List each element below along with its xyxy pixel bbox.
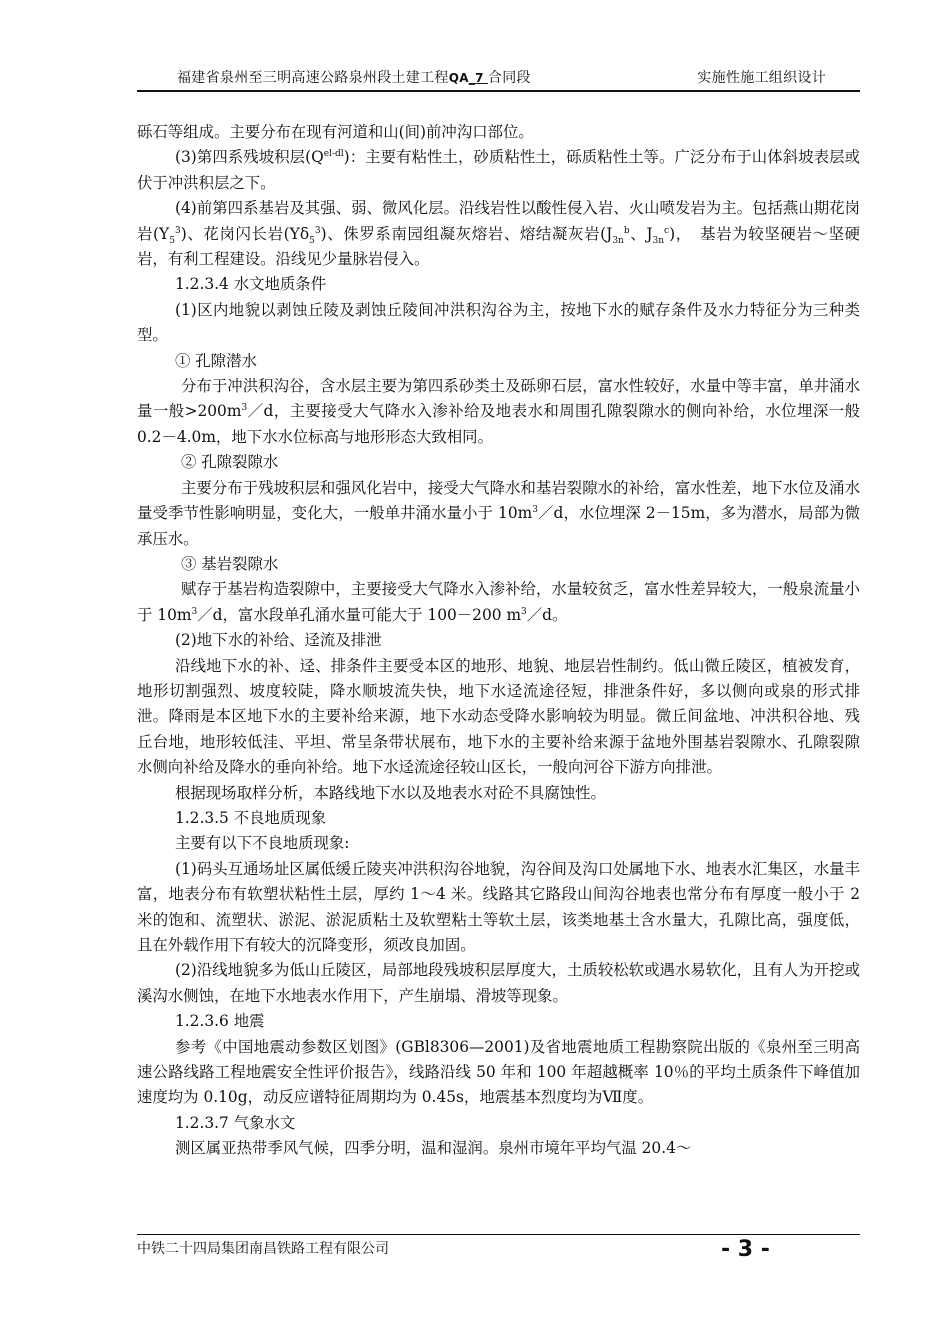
subsection-label: ③ 基岩裂隙水: [181, 554, 279, 573]
text-run: )， 基岩为较坚硬岩～坚硬岩，有利工程建设。沿线见少量脉岩侵入。: [137, 224, 861, 269]
paragraph: 砾石等组成。主要分布在现有河道和山(间)前冲沟口部位。: [137, 123, 534, 141]
paragraph: [137, 196, 860, 272]
page-header: [137, 68, 860, 92]
superscript: 3: [241, 403, 248, 414]
paragraph: [137, 476, 860, 552]
paragraph: 沿线地下水的补、迳、排条件主要受本区的地形、地貌、地层岩性制约。低山微丘陵区，植被发育，地形切割强烈、坡度较陡，降水顺坡流失快，地下水迳流途径短，排泄条件好，多以侧向或泉的形式排泄。降雨是本区地下水的主要补给来源，地下水动态受降水影响较为明显。微丘间盆地、冲洪积谷地、残丘台地，地形较低洼、平坦、常呈条带状展布，地下水的主要补给来源于盆地外围基岩裂隙水、孔隙裂隙水侧向补给及降水的垂向补给。地下水迳流途径较山区长，一般向河谷下游方向排泄。: [137, 656, 860, 777]
paragraph: [137, 374, 860, 450]
text-run: 赋存于基岩构造裂隙中，主要接受大气降水入渗补给，水量较贫乏，富水性差异较大，一般泉流量小于 10m: [137, 580, 860, 624]
text-run: (4)前第四系基岩及其强、弱、微风化层。沿线岩性以酸性侵入岩、火山喷发岩为主。包括燕山期花岗岩(Y: [137, 199, 860, 243]
subsection-label: ② 孔隙裂隙水: [181, 453, 279, 472]
text-run: 分布于冲洪积沟谷，含水层主要为第四系砂类土及砾卵石层，富水性较好，水量中等丰富，单井涌水量一般>200m: [137, 377, 860, 421]
paragraph: 参考《中国地震动参数区划图》(GBl8306—2001)及省地震地质工程勘察院出版的《泉州至三明高速公路线路工程地震安全性评价报告》，线路沿线 50 年和 100 年超越概率 10％的平均土质条件下峰值加速度均为 0.10g，动反应谱特征周期均为 0.45s，地震基本烈度均为Ⅶ度。: [137, 1037, 860, 1107]
paragraph: 根据现场取样分析，本路线地下水以及地表水对砼不具腐蚀性。: [175, 783, 606, 802]
paragraph: 主要有以下不良地质现象:: [175, 834, 350, 853]
page-number: - 3 -: [721, 1237, 770, 1262]
superscript: 3: [191, 606, 198, 617]
text-run: ／d，水位埋深 2－15m，多为潜水，局部为微承压水。: [137, 504, 860, 548]
subscript: 5: [309, 235, 315, 246]
superscript: 3: [521, 606, 527, 617]
paragraph: [137, 145, 860, 196]
section-heading: 1.2.3.6 地震: [175, 1012, 265, 1031]
text-run: (3)第四系残坡积层(Q: [175, 148, 324, 167]
header-title-text: 福建省泉州至三明高速公路泉州段土建工程: [177, 70, 449, 86]
paragraph: (1)区内地貌以剥蚀丘陵及剥蚀丘陵间冲洪积沟谷为主，按地下水的赋存条件及水力特征分为三种类型。: [137, 300, 860, 345]
superscript: b: [623, 225, 630, 236]
superscript: el-dl: [323, 149, 344, 160]
paragraph: (1)码头互通场址区属低缓丘陵夹冲洪积沟谷地貌，沟谷间及沟口处属地下水、地表水汇集区，水量丰富，地表分布有软塑状粘性土层，厚约 1～4 米。线路其它路段山间沟谷地表也常分布有厚度一般小于 2 米的饱和、流塑状、淤泥、淤泥质粘土及软塑粘土等软土层，该类地基土含水量大，孔隙比高，强度低，且在外载作用下有较大的沉降变形，须改良加固。: [137, 859, 860, 954]
text-run: ／d，主要接受大气降水入渗补给及地表水和周围孔隙裂隙水的侧向补给，水位埋深一般 0.2－4.0m，地下水水位标高与地形形态大致相同。: [137, 402, 860, 446]
section-heading: 1.2.3.4 水文地质条件: [175, 275, 327, 294]
paragraph: (2)沿线地貌多为低山丘陵区，局部地段残坡积层厚度大，土质较松软或遇水易软化，且有人为开挖或溪沟水侧蚀，在地下水地表水作用下，产生崩塌、滑坡等现象。: [137, 961, 860, 1005]
text-run: 主要分布于残坡积层和强风化岩中，接受大气降水和基岩裂隙水的补给，富水性差，地下水位及涌水量受季节性影响明显，变化大，一般单井涌水量小于 10m: [137, 478, 860, 523]
text-run: ／d。: [526, 605, 568, 624]
footer-company: 中铁二十四局集团南昌铁路工程有限公司: [137, 1241, 389, 1257]
text-run: )：主要有粘性土，砂质粘性土，砾质粘性土等。广泛分布于山体斜坡表层或伏于冲洪积层之下。: [137, 148, 860, 192]
text-run: ／d，富水段单孔涌水量可能大于 100－200 m: [197, 605, 522, 624]
header-doc-type: 实施性施工组织设计: [697, 70, 826, 86]
header-contract-code: QA: [448, 71, 469, 85]
paragraph: [137, 577, 860, 628]
header-project-title: [177, 68, 531, 88]
page-footer: [137, 1234, 860, 1263]
subscript: 5: [169, 235, 175, 246]
header-contract-suffix: 合同段: [487, 70, 531, 86]
document-body: [137, 120, 860, 1162]
paragraph: 测区属亚热带季风气候，四季分明，温和湿润。泉州市境年平均气温 20.4～: [175, 1139, 692, 1158]
text-run: )、花岗闪长岩(Yδ: [180, 224, 310, 243]
text-run: )、侏罗系南园组凝灰熔岩、熔结凝灰岩(J: [320, 224, 613, 243]
header-contract-number: 7: [475, 71, 484, 85]
subsection-label: ① 孔隙潜水: [175, 351, 257, 370]
paragraph: (2)地下水的补给、迳流及排泄: [175, 631, 382, 650]
subscript: 3n: [652, 235, 665, 246]
superscript: 3: [532, 504, 538, 515]
subscript: 3n: [612, 235, 624, 246]
superscript: c: [664, 225, 670, 236]
superscript: 3: [174, 225, 181, 236]
text-run: 、J: [629, 224, 653, 243]
superscript: 3: [314, 225, 321, 236]
header-underscore: _: [468, 71, 476, 85]
section-heading: 1.2.3.5 不良地质现象: [175, 808, 327, 827]
section-heading: 1.2.3.7 气象水文: [175, 1113, 296, 1132]
